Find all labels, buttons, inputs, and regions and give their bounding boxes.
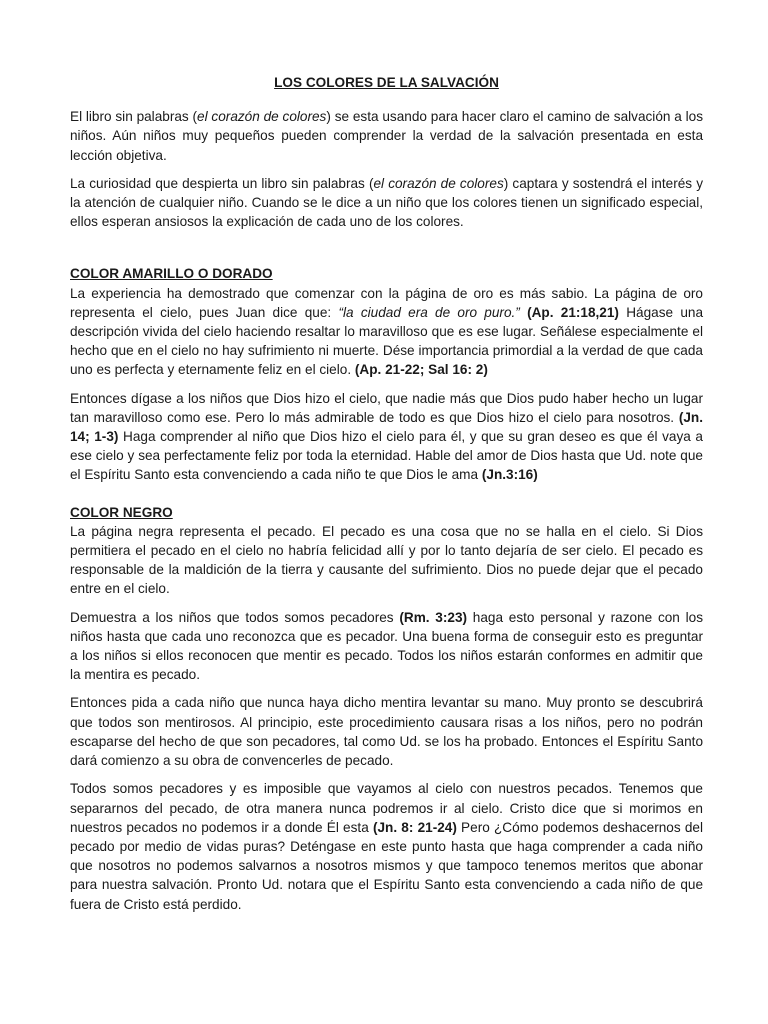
text-run: Pero ¿Cómo podemos deshacernos del pecado por medio de vidas puras? Deténgase en este punto hasta que haga comprender a cada niño que nosotros no podemos salvarnos a nosotros mismos y que tampoco tenemos meritos que abonar para nuestra salvación. Pronto Ud. notara que el Espíritu Santo esta convenciendo a cada niño de que fuera de Cristo está perdido. (70, 819, 703, 912)
black-paragraph-4 (70, 779, 703, 913)
black-paragraph-2 (70, 608, 703, 685)
bible-reference: (Jn. 14; 1-3) (70, 409, 703, 445)
bible-reference: (Jn. 8: 21-24) (372, 819, 457, 835)
black-paragraph-1: La página negra representa el pecado. El pecado es una cosa que no se halla en el cielo. Si Dios permitiera el pecado en el cielo no habría felicidad allí y por lo tanto dejaría de ser cielo. El pecado es responsable de la maldición de la tierra y causante del sufrimiento. Dios no puede dejar que el pecado entre en el cielo. (70, 523, 703, 597)
text-run: haga esto personal y razone con los niños hasta que cada uno reconozca que es pecador. Una buena forma de conseguir esto es preguntar a los niños si ellos reconocen que mentir es pecado. Todos los niños estarán conformes en admitir que la mentira es pecado. (70, 609, 703, 683)
text-run: Hágase una descripción vivida del cielo haciendo resaltar lo maravilloso que es ese lugar. Señálese especialmente el hecho que en el cielo no hay sufrimiento ni muerte. Dése importancia primordial a la verdad de que cada uno es perfecta y eternamente feliz en el cielo. (70, 304, 704, 378)
text-run: Todos somos pecadores y es imposible que vayamos al cielo con nuestros pecados. Tenemos que separarnos del pecado, de otra manera nunca podremos ir al cielo. Cristo dice que si morimos en nuestros pecados no podemos ir a donde Él esta (70, 781, 703, 835)
text-run: ) captara y sostendrá el interés y la atención de cualquier niño. Cuando se le dice a un niño que los colores tienen un significado especial, ellos esperan ansiosos la explicación de cada uno de los colores. (70, 175, 704, 230)
text-run: Haga comprender al niño que Dios hizo el cielo para él, y que su gran deseo es que él vaya a ese cielo y sea perfectamente feliz por toda la eternidad. Hable del amor de Dios hasta que Ud. note que el Espíritu Santo esta convenciendo a cada niño te que Dios le ama (70, 429, 703, 483)
bible-reference: (Ap. 21:18,21) (519, 304, 619, 320)
black-paragraph-3: Entonces pida a cada niño que nunca haya dicho mentira levantar su mano. Muy pronto se descubrirá que todos son mentirosos. Al principio, este procedimiento causara risas a los niños, pero no podrán escaparse del hecho de que son pecadores, tal como Ud. se los ha probado. Entonces el Espíritu Santo dará comienzo a su obra de convencerles de pecado. (70, 695, 703, 769)
text-run: Demuestra a los niños que todos somos pecadores (70, 609, 400, 625)
emphasis-text: el corazón de colores (197, 109, 327, 125)
section-heading-black: COLOR NEGRO (70, 504, 173, 520)
text-run: Entonces dígase a los niños que Dios hizo el cielo, que nadie más que Dios pudo haber hecho un lugar tan maravilloso como ese. Pero lo más admirable de todo es que Dios hizo el cielo para nosotros. (70, 390, 703, 425)
emphasis-text: el corazón de colores (373, 175, 504, 191)
text-run: ) se esta usando para hacer claro el camino de salvación a los niños. Aún niños muy pequeños pueden comprender la verdad de la salvación presentada en esta lección objetiva. (70, 109, 703, 163)
intro-paragraph-2 (70, 174, 703, 232)
text-run: La curiosidad que despierta un libro sin palabras ( (70, 175, 374, 191)
section-heading-gold: COLOR AMARILLO O DORADO (70, 266, 273, 282)
document-page (70, 73, 703, 923)
section-spacer (70, 240, 703, 264)
text-run: La experiencia ha demostrado que comenzar con la página de oro es más sabio. La página de oro representa el cielo, pues Juan dice que: (70, 285, 703, 320)
section-spacer (70, 494, 703, 503)
bible-reference: (Ap. 21-22; Sal 16: 2) (354, 362, 488, 378)
bible-quote: “la ciudad era de oro puro.” (338, 304, 520, 320)
gold-paragraph-1 (70, 284, 703, 380)
gold-paragraph-2 (70, 389, 703, 485)
text-run: El libro sin palabras ( (70, 109, 198, 125)
bible-reference: (Jn.3:16) (481, 467, 538, 483)
intro-paragraph-1 (70, 107, 703, 165)
bible-reference: (Rm. 3:23) (399, 609, 468, 625)
document-title: LOS COLORES DE LA SALVACIÓN (274, 75, 499, 90)
